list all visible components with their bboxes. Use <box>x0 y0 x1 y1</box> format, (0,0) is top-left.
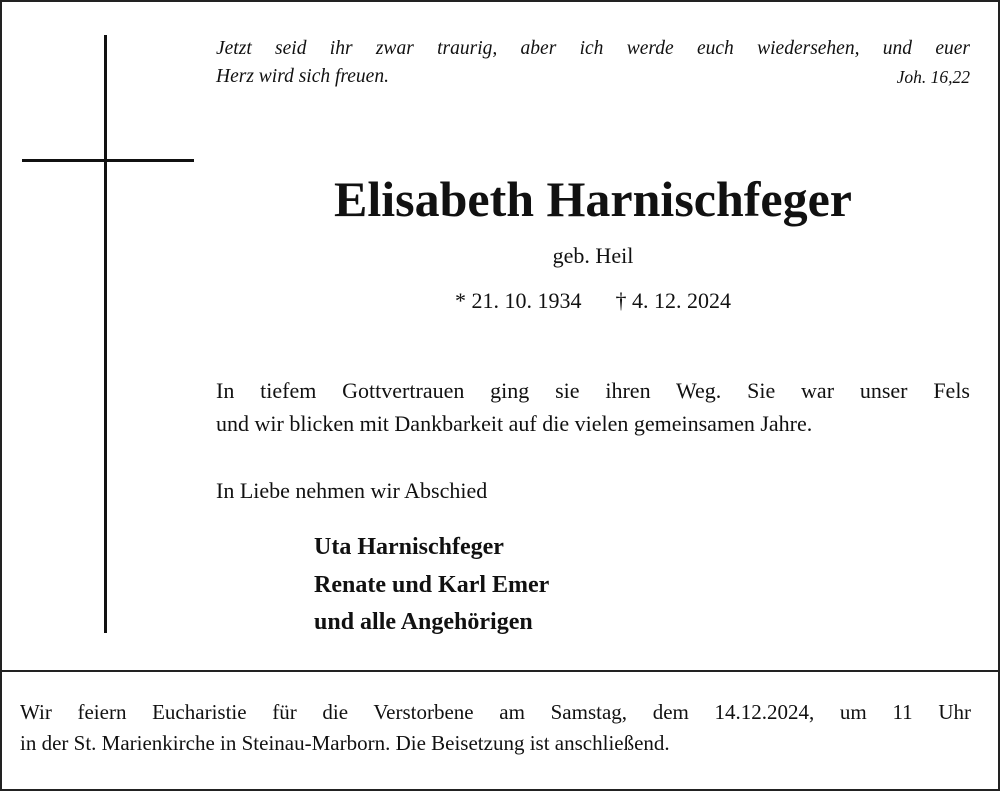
verse-line-1: Jetzt seid ihr zwar traurig, aber ich werde euch wiedersehen, und euer <box>216 38 970 59</box>
memorial-message <box>216 374 970 440</box>
verse-reference: Joh. 16,22 <box>896 67 970 87</box>
maiden-name: geb. Heil <box>552 243 634 268</box>
mourners-list <box>314 529 549 642</box>
life-dates <box>216 285 970 317</box>
deceased-name: Elisabeth Harnischfeger <box>333 171 853 227</box>
mourner: und alle Angehörigen <box>314 609 533 635</box>
farewell-line: In Liebe nehmen wir Abschied <box>216 478 488 503</box>
bible-verse <box>216 35 970 91</box>
cross-horizontal-bar <box>22 159 194 162</box>
service-notice-line-2: in der St. Marienkirche in Steinau-Marborn. Die Beisetzung ist anschließend. <box>20 731 670 755</box>
mourner: Uta Harnischfeger <box>314 534 504 560</box>
memorial-message-line-1: In tiefem Gottvertrauen ging sie ihren Weg. Sie war unser Fels <box>216 378 970 403</box>
verse-line-2: Herz wird sich freuen. <box>216 66 389 87</box>
section-divider <box>0 670 1000 672</box>
service-notice <box>20 697 971 759</box>
verse-line-2-row <box>216 63 970 91</box>
cross-vertical-bar <box>104 35 107 633</box>
memorial-message-line-2: und wir blicken mit Dankbarkeit auf die vielen gemeinsamen Jahre. <box>216 411 813 436</box>
service-notice-line-1: Wir feiern Eucharistie für die Verstorbene am Samstag, dem 14.12.2024, um 11 Uhr <box>20 700 971 724</box>
death-date: † 4. 12. 2024 <box>615 288 731 313</box>
birth-date: * 21. 10. 1934 <box>455 288 582 313</box>
mourner: Renate und Karl Emer <box>314 571 550 598</box>
